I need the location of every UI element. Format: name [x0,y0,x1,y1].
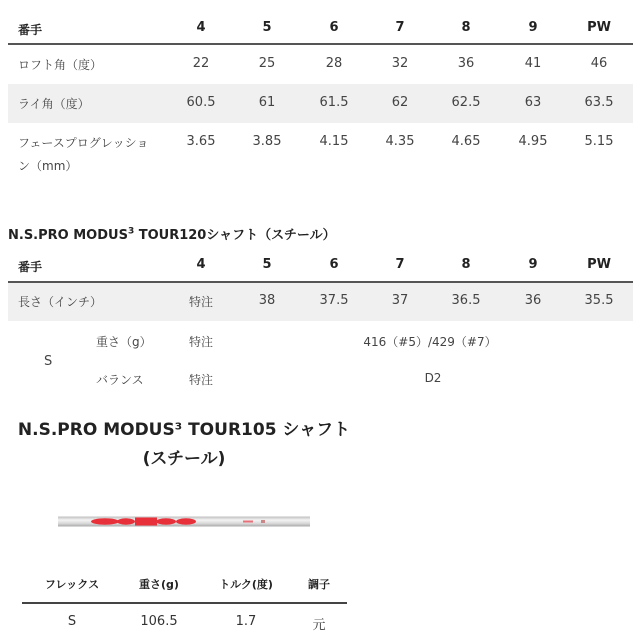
header-col-7: 7 [395,257,405,272]
cell: 25 [258,56,276,71]
cell: 35.5 [584,293,614,308]
cell: 61.5 [319,95,349,110]
cell: 36 [457,56,475,71]
cell: 4.95 [518,134,548,149]
cell: 46 [590,56,608,71]
table-row-loft [8,45,633,84]
cell-torque: 1.7 [235,614,257,629]
cell: 61 [258,95,276,110]
spec-table-header [8,10,633,44]
cell: 416（#5）/429（#7） [363,335,497,349]
cell: 特注 [188,335,214,349]
cell: 3.85 [252,134,282,149]
cell: 41 [524,56,542,71]
shaft105-title-line1: N.S.PRO MODUS³ TOUR105 シャフト [17,420,351,440]
cell: 特注 [188,295,214,309]
shaft120-title [8,224,336,243]
header-col-8: 8 [461,20,471,35]
row-label-line1: フェースプログレッショ [18,136,149,150]
header-col-9: 9 [528,20,538,35]
header-weight: 重さ(g) [139,578,179,591]
header-divider [22,602,347,604]
header-col-5: 5 [262,20,272,35]
cell: 28 [325,56,343,71]
cell: 62 [391,95,409,110]
cell: 4.15 [319,134,349,149]
cell: 63 [524,95,542,110]
cell-weight: 106.5 [140,614,178,629]
cell: 37 [391,293,409,308]
cell: 38 [258,293,276,308]
row-label: ライ角（度） [18,97,90,111]
cell-flex: S [67,614,77,629]
header-col-pw: PW [587,257,611,272]
cell: 36.5 [451,293,481,308]
shaft105-title-line2: (スチール) [142,449,226,469]
header-label: 番手 [18,23,43,37]
cell: 4.65 [451,134,481,149]
cell: 37.5 [319,293,349,308]
flex-label: S [44,354,53,369]
table-row-lie [8,84,633,123]
cell: 5.15 [584,134,614,149]
cell: 特注 [188,373,214,387]
row-label: ロフト角（度） [18,58,103,72]
header-label: 番手 [18,260,43,274]
row-label-line2: ン（mm） [18,159,78,173]
header-col-6: 6 [329,20,339,35]
cell: 62.5 [451,95,481,110]
shaft-icon [58,515,310,528]
title-text: TOUR120シャフト（スチール） [134,228,336,243]
title-superscript: 3 [127,226,135,237]
header-col-4: 4 [196,257,206,272]
row-label: 長さ（インチ） [18,295,103,309]
header-torque: トルク(度) [219,578,273,591]
cell: 63.5 [584,95,614,110]
cell: D2 [424,371,442,385]
header-kick-point: 調子 [308,578,330,591]
shaft-image [58,513,310,526]
header-col-8: 8 [461,257,471,272]
cell: 3.65 [186,134,216,149]
header-col-pw: PW [587,20,611,35]
table-row-face-progression [8,123,633,180]
cell: 32 [391,56,409,71]
cell-kick-point: 元 [312,618,326,633]
header-col-7: 7 [395,20,405,35]
title-text: N.S.PRO MODUS [8,228,128,243]
cell: 22 [192,56,210,71]
cell: 4.35 [385,134,415,149]
cell: 36 [524,293,542,308]
header-col-9: 9 [528,257,538,272]
row-label: 重さ（g） [96,335,152,349]
cell: 60.5 [186,95,216,110]
header-col-4: 4 [196,20,206,35]
header-flex: フレックス [44,578,100,591]
header-col-6: 6 [329,257,339,272]
header-col-5: 5 [262,257,272,272]
row-label: バランス [96,373,144,387]
shaft120-header [8,248,633,282]
table-row-length [8,283,633,321]
